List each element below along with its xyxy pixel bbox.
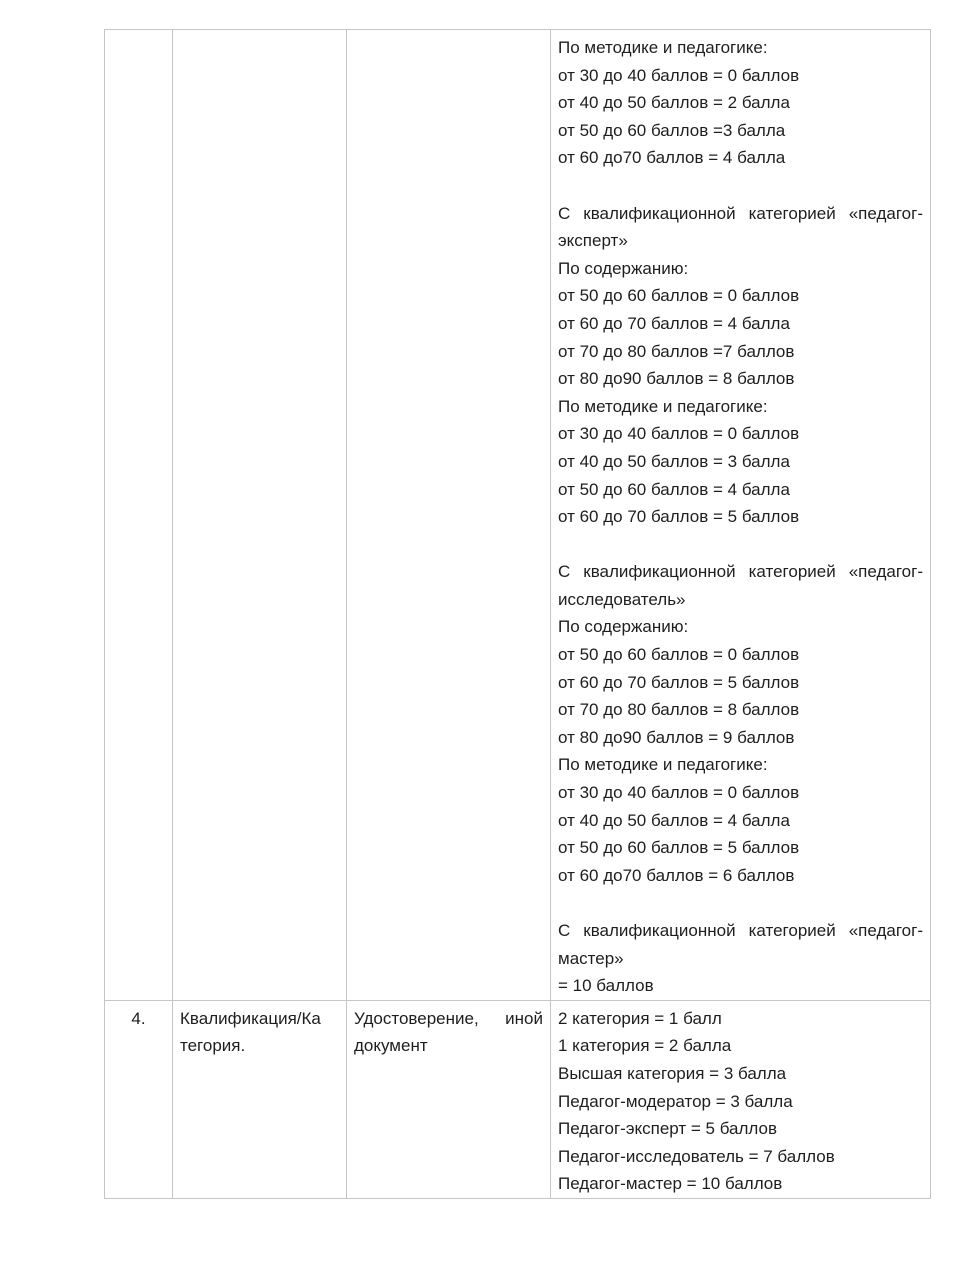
text-line: от 70 до 80 баллов =7 баллов [558, 341, 795, 361]
criterion-cell [173, 30, 347, 1001]
text-line [558, 531, 923, 559]
text-line: 1 категория = 2 балла [558, 1036, 732, 1056]
text-line: от 80 до90 баллов = 9 баллов [558, 727, 795, 747]
row-number-cell [105, 30, 173, 1001]
scoring-cell [551, 1000, 931, 1198]
text-line: от 50 до 60 баллов = 0 баллов [558, 645, 800, 665]
text-line: документ [354, 1036, 428, 1056]
text-line: Педагог-мастер = 10 баллов [558, 1174, 783, 1194]
text-line: исследователь» [558, 589, 686, 609]
text-line: = 10 баллов [558, 976, 654, 996]
text-line: Удостоверение, иной [354, 1008, 543, 1028]
text-line: от 40 до 50 баллов = 2 балла [558, 93, 790, 113]
text-line: от 50 до 60 баллов = 5 баллов [558, 838, 800, 858]
text-line: По содержанию: [558, 617, 689, 637]
text-line: Квалификация/Ка [180, 1008, 321, 1028]
text-line: По содержанию: [558, 258, 689, 278]
text-line: С квалификационной категорией «педагог- [558, 921, 923, 940]
text-line: от 30 до 40 баллов = 0 баллов [558, 424, 800, 444]
text-line: от 50 до 60 баллов =3 балла [558, 120, 786, 140]
text-line: тегория. [180, 1036, 246, 1056]
row-number-cell: 4. [105, 1000, 173, 1198]
text-line: от 80 до90 баллов = 8 баллов [558, 369, 795, 389]
text-line: эксперт» [558, 231, 628, 251]
text-line [558, 889, 923, 917]
text-line: от 60 до70 баллов = 6 баллов [558, 865, 795, 885]
text-line: от 70 до 80 баллов = 8 баллов [558, 700, 800, 720]
text-line: Высшая категория = 3 балла [558, 1063, 787, 1083]
document-type-cell [347, 30, 551, 1001]
scoring-cell [551, 30, 931, 1001]
qualification-scoring-table [104, 29, 931, 1199]
text-line: По методике и педагогике: [558, 396, 768, 416]
text-line: мастер» [558, 948, 624, 968]
text-line: С квалификационной категорией «педагог- [558, 562, 923, 582]
text-line: от 50 до 60 баллов = 0 баллов [558, 286, 800, 306]
table-row-continuation [105, 30, 931, 1001]
text-line: от 30 до 40 баллов = 0 баллов [558, 65, 800, 85]
text-line: от 60 до70 баллов = 4 балла [558, 148, 786, 168]
text-line: от 60 до 70 баллов = 5 баллов [558, 507, 800, 527]
text-line: Педагог-модератор = 3 балла [558, 1091, 793, 1111]
text-line [558, 172, 923, 200]
text-line: от 60 до 70 баллов = 5 баллов [558, 672, 800, 692]
text-line: от 40 до 50 баллов = 4 балла [558, 810, 790, 830]
text-line: С квалификационной категорией «педагог- [558, 203, 923, 223]
text-line: от 40 до 50 баллов = 3 балла [558, 451, 790, 471]
text-line: от 30 до 40 баллов = 0 баллов [558, 783, 800, 803]
table-row-4 [105, 1000, 931, 1198]
text-line: 2 категория = 1 балл [558, 1008, 722, 1028]
text-line: от 60 до 70 баллов = 4 балла [558, 313, 790, 333]
criterion-cell [173, 1000, 347, 1198]
text-line: Педагог-исследователь = 7 баллов [558, 1146, 835, 1166]
text-line: от 50 до 60 баллов = 4 балла [558, 479, 790, 499]
text-line: Педагог-эксперт = 5 баллов [558, 1119, 778, 1139]
text-line: По методике и педагогике: [558, 38, 768, 57]
text-line: По методике и педагогике: [558, 755, 768, 775]
document-type-cell [347, 1000, 551, 1198]
